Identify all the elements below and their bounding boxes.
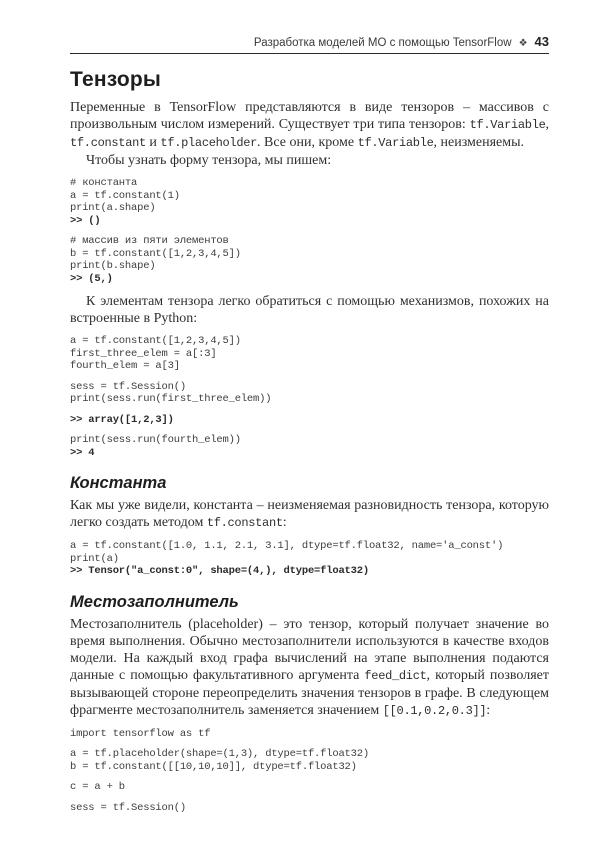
- code-line: fourth_elem = a[3]: [70, 360, 180, 372]
- code-line: # константа: [70, 177, 138, 189]
- code-line: print(a): [70, 552, 119, 565]
- text-run: Местозаполнитель (placeholder) – это тензор, который получает значение во время выполнения. Обычно местозаполнители используются в качестве входов модели. На каждый вход графа вычислений на этапе выполнения подаются данные с помощью факультативного аргумента: [70, 616, 549, 683]
- code-output-line: >> (): [70, 214, 101, 227]
- code-block: [70, 434, 549, 459]
- code-block: [70, 728, 549, 741]
- code-line: a = tf.constant(1): [70, 189, 180, 202]
- inline-code: tf.Variable: [357, 136, 434, 150]
- code-line: print(b.shape): [70, 260, 156, 272]
- paragraph: [70, 497, 549, 532]
- code-line: b = tf.constant([1,2,3,4,5]): [70, 247, 241, 260]
- inline-code: tf.placeholder: [160, 136, 258, 150]
- code-block: [70, 414, 549, 427]
- text-run: и: [145, 135, 161, 150]
- subsection-title-placeholder: Местозаполнитель: [70, 592, 239, 611]
- code-line: sess = tf.Session(): [70, 801, 186, 814]
- text-run: К элементам тензора легко обратиться с помощью механизмов, похожих на встроенные в Python:: [70, 294, 549, 326]
- text-run: , который позволяет вызывающей стороне переопределить значения тензоров в графе. В следующем фрагменте местозаполнитель заменяется значением: [70, 667, 549, 718]
- code-block: [70, 335, 549, 373]
- code-output-line: >> (5,): [70, 272, 113, 285]
- paragraph: [70, 99, 549, 152]
- paragraph: [70, 616, 549, 720]
- code-line: print(sess.run(first_three_elem)): [70, 393, 272, 405]
- code-output-line: >> 4: [70, 446, 95, 459]
- header-rule: [70, 53, 549, 54]
- code-block: [70, 177, 549, 227]
- paragraph: [70, 293, 549, 327]
- code-line: c = a + b: [70, 781, 125, 793]
- text-run: :: [282, 515, 287, 530]
- page-title: Тензоры: [70, 68, 162, 91]
- code-block: [70, 235, 549, 285]
- code-block: [70, 748, 549, 773]
- code-line: b = tf.constant([[10,10,10]], dtype=tf.float32): [70, 760, 357, 773]
- code-block: [70, 781, 549, 794]
- inline-code: tf.constant: [206, 516, 283, 530]
- ornament-icon: ❖: [518, 38, 528, 49]
- running-header: [70, 34, 549, 53]
- inline-code: tf.constant: [70, 136, 146, 150]
- code-line: sess = tf.Session(): [70, 380, 186, 393]
- code-line: print(a.shape): [70, 202, 156, 214]
- code-line: print(sess.run(fourth_elem)): [70, 434, 241, 446]
- paragraph: [70, 152, 549, 169]
- code-output-line: >> Tensor("a_const:0", shape=(4,), dtype=float32): [70, 565, 369, 577]
- text-run: Переменные в TensorFlow представляются в виде тензоров – массивов с произвольным числом измерений. Существует три типа тензоров:: [70, 100, 549, 132]
- code-line: first_three_elem = a[:3]: [70, 347, 217, 360]
- code-line: a = tf.constant([1.0, 1.1, 2.1, 3.1], dtype=tf.float32, name='a_const'): [70, 540, 504, 552]
- text-run: Чтобы узнать форму тензора, мы пишем:: [86, 153, 332, 168]
- code-block: [70, 802, 549, 815]
- code-line: a = tf.constant([1,2,3,4,5]): [70, 335, 241, 347]
- inline-code: feed_dict: [364, 668, 427, 683]
- text-run: Как мы уже видели, константа – неизменяемая разновидность тензора, которую легко создать методом: [70, 498, 549, 530]
- code-line: import tensorflow as tf: [70, 727, 211, 740]
- page-number: 43: [534, 34, 549, 49]
- code-line: a = tf.placeholder(shape=(1,3), dtype=tf.float32): [70, 748, 369, 760]
- code-output-line: >> array([1,2,3]): [70, 413, 174, 426]
- subsection-title-constant: Константа: [70, 474, 167, 492]
- code-line: # массив из пяти элементов: [70, 235, 229, 247]
- text-run: . Все они, кроме: [257, 135, 358, 150]
- text-run: ,: [545, 117, 549, 132]
- text-run: , неизменяемы.: [433, 135, 525, 150]
- text-run: :: [486, 702, 491, 718]
- code-block: [70, 540, 549, 578]
- code-block: [70, 381, 549, 406]
- inline-code: [[0.1,0.2,0.3]]: [382, 703, 487, 718]
- inline-code: tf.Variable: [469, 118, 546, 132]
- page-content: [70, 68, 549, 814]
- running-header-title: Разработка моделей МО с помощью TensorFlow: [253, 37, 512, 49]
